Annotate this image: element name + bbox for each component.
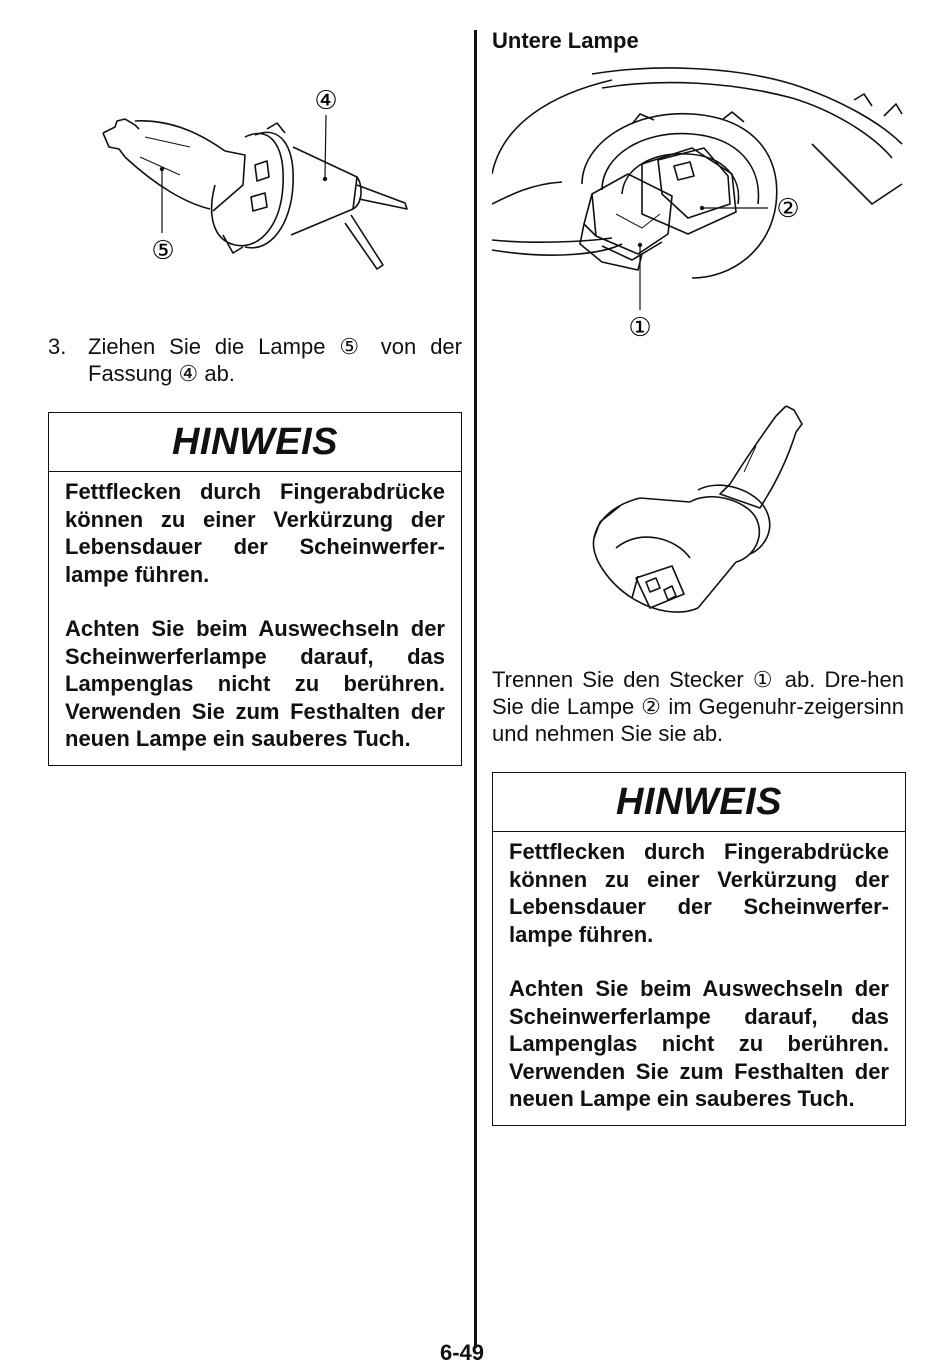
step-number: 3. <box>48 334 67 359</box>
callout-4: ④ <box>314 86 338 116</box>
notice-body <box>49 472 461 763</box>
callout-1: ① <box>628 313 652 343</box>
instruction-text: Trennen Sie den Stecker ① ab. Dre-hen Sie die Lampe ② im Gegenuhr-zeigersinn und nehmen Sie sie ab. <box>492 667 904 746</box>
step-3 <box>48 333 462 387</box>
notice-title: HINWEIS <box>49 413 461 472</box>
step-text: Ziehen Sie die Lampe ⑤ von der Fassung ④ ab. <box>88 334 462 386</box>
replacement-bulb-illustration <box>580 398 820 628</box>
notice-box-right <box>492 772 906 1126</box>
page-number: 6-49 <box>440 1340 485 1365</box>
section-heading: Untere Lampe <box>492 28 639 53</box>
notice-paragraph: Achten Sie beim Auswechseln der Scheinwerferlampe darauf, das Lampenglas nicht zu berühren. Verwenden Sie zum Festhalten der neuen Lampe ein sauberes Tuch. <box>509 976 889 1111</box>
column-divider <box>474 30 477 1348</box>
notice-body <box>493 832 905 1123</box>
bulb-socket-illustration <box>95 85 415 280</box>
notice-paragraph: Fettflecken durch Fingerabdrücke können zu einer Verkürzung der Lebensdauer der Scheinwerfer-lampe führen. <box>509 839 889 947</box>
headlight-connector-illustration <box>492 64 904 354</box>
notice-box-left <box>48 412 462 766</box>
callout-5: ⑤ <box>151 236 175 266</box>
callout-2: ② <box>776 194 800 224</box>
notice-paragraph: Fettflecken durch Fingerabdrücke können zu einer Verkürzung der Lebensdauer der Scheinwerfer-lampe führen. <box>65 479 445 587</box>
notice-title: HINWEIS <box>493 773 905 832</box>
notice-paragraph: Achten Sie beim Auswechseln der Scheinwerferlampe darauf, das Lampenglas nicht zu berühren. Verwenden Sie zum Festhalten der neuen Lampe ein sauberes Tuch. <box>65 616 445 751</box>
